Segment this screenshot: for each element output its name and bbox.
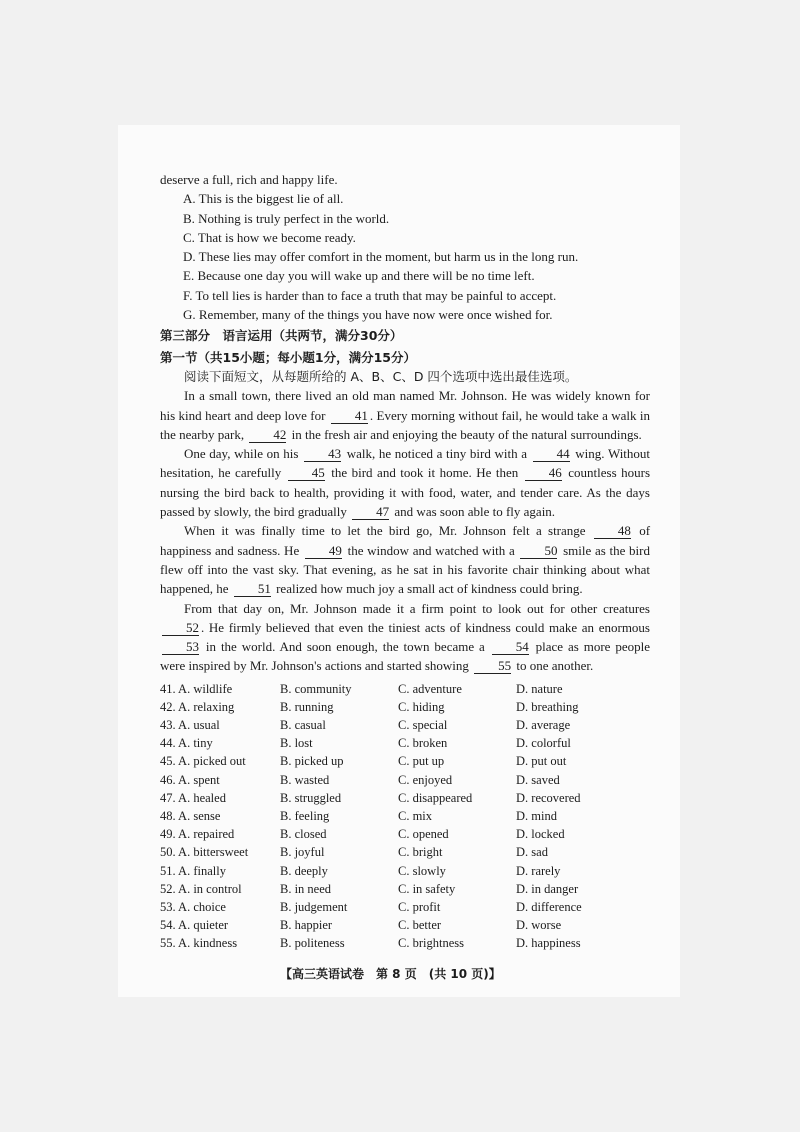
- option-e: E. Because one day you will wake up and there will be no time left.: [183, 268, 535, 284]
- choice-c: C. better: [398, 918, 442, 933]
- blank-51: 51: [234, 582, 271, 597]
- choice-b: B. judgement: [280, 899, 348, 914]
- sentence-options: [160, 189, 650, 324]
- choice-d: D. in danger: [516, 881, 579, 896]
- choice-c: C. put up: [398, 754, 445, 769]
- choice-a: 49. A. repaired: [160, 827, 235, 842]
- blank-44: 44: [533, 447, 570, 462]
- choice-c: C. enjoyed: [398, 772, 453, 787]
- passage-text: the window and watched with a: [347, 542, 515, 558]
- instruction: 阅读下面短文，从每题所给的 A、B、C、D 四个选项中选出最佳选项。: [184, 368, 578, 384]
- choice-d: D. sad: [516, 845, 548, 860]
- choice-d: D. locked: [516, 827, 565, 842]
- passage-text: walk, he noticed a tiny bird with a: [346, 446, 528, 462]
- choice-d: D. mind: [516, 809, 557, 824]
- option-g: G. Remember, many of the things you have now were once wished for.: [183, 307, 553, 323]
- passage-paragraph-1: [160, 386, 650, 444]
- choice-row: [160, 934, 650, 952]
- choice-b: B. politeness: [280, 936, 345, 951]
- blank-54: 54: [492, 640, 529, 655]
- choice-c: C. brightness: [398, 936, 464, 951]
- passage-text: place as more people were inspired by Mr. Johnson's actions and started showing: [160, 639, 651, 674]
- choice-row: [160, 789, 650, 807]
- choice-c: C. mix: [398, 809, 433, 824]
- passage-paragraph-2: [160, 444, 650, 521]
- passage-text: the bird and took it home. He then: [331, 465, 519, 481]
- choice-d: D. worse: [516, 918, 562, 933]
- page-content: [160, 170, 650, 953]
- choice-b: B. casual: [280, 718, 326, 733]
- blank-55: 55: [474, 659, 511, 674]
- choice-a: 51. A. finally: [160, 863, 226, 878]
- choice-row: [160, 843, 650, 861]
- choice-b: B. community: [280, 681, 352, 696]
- choice-d: D. difference: [516, 899, 582, 914]
- choice-a: 43. A. usual: [160, 718, 220, 733]
- passage-text: realized how much joy a small act of kindness could bring.: [276, 581, 583, 597]
- blank-52: 52: [162, 621, 199, 636]
- choice-d: D. colorful: [516, 736, 571, 751]
- choice-b: B. deeply: [280, 863, 328, 878]
- choice-b: B. picked up: [280, 754, 344, 769]
- blank-48: 48: [594, 524, 631, 539]
- passage-text: to one another.: [516, 658, 594, 674]
- choice-b: B. running: [280, 699, 334, 714]
- passage-text: countless hours nursing the bird back to health, providing it with food, water, and tender care. As the days passed by slowly, the bird gradually: [160, 465, 651, 520]
- choice-c: C. hiding: [398, 699, 445, 714]
- choice-d: D. happiness: [516, 936, 581, 951]
- choice-b: B. wasted: [280, 772, 330, 787]
- choice-b: B. joyful: [280, 845, 325, 860]
- choice-c: C. profit: [398, 899, 441, 914]
- choice-d: D. saved: [516, 772, 560, 787]
- choice-a: 44. A. tiny: [160, 736, 213, 751]
- choice-row: [160, 771, 650, 789]
- blank-45: 45: [288, 466, 325, 481]
- blank-53: 53: [162, 640, 199, 655]
- passage-paragraph-4: [160, 599, 650, 676]
- choice-row: [160, 734, 650, 752]
- option-d: D. These lies may offer comfort in the moment, but harm us in the long run.: [183, 249, 579, 265]
- passage-text: When it was finally time to let the bird go, Mr. Johnson felt a strange: [184, 523, 586, 539]
- blank-47: 47: [352, 505, 389, 520]
- choice-a: 42. A. relaxing: [160, 699, 235, 714]
- blank-41: 41: [331, 409, 368, 424]
- choice-c: C. broken: [398, 736, 448, 751]
- choice-a: 47. A. healed: [160, 790, 226, 805]
- choice-row: [160, 825, 650, 843]
- passage-text: smile as the bird flew off into the vast sky. That evening, as he sat in his favorite chair thinking about what happened, he: [160, 542, 650, 597]
- choice-b: B. feeling: [280, 809, 330, 824]
- choice-a: 50. A. bittersweet: [160, 845, 249, 860]
- choice-row: [160, 680, 650, 698]
- passage-text: . He firmly believed that even the tiniest acts of kindness could make an enormous: [201, 619, 650, 635]
- passage-text: wing. Without hesitation, he carefully: [160, 446, 651, 481]
- option-b: B. Nothing is truly perfect in the world.: [183, 210, 390, 226]
- choice-d: D. recovered: [516, 790, 581, 805]
- passage-text: In a small town, there lived an old man named Mr. Johnson. He was widely known for his kind heart and deep love for: [160, 388, 650, 423]
- choice-c: C. opened: [398, 827, 449, 842]
- choice-c: C. adventure: [398, 681, 462, 696]
- choice-d: D. nature: [516, 681, 563, 696]
- passage-text: of happiness and sadness. He: [160, 523, 651, 558]
- choice-a: 53. A. choice: [160, 899, 226, 914]
- choice-row: [160, 916, 650, 934]
- blank-49: 49: [305, 544, 342, 559]
- choice-row: [160, 880, 650, 898]
- choice-d: D. breathing: [516, 699, 579, 714]
- choice-b: B. struggled: [280, 790, 342, 805]
- option-c: C. That is how we become ready.: [183, 229, 356, 245]
- choice-c: C. slowly: [398, 863, 446, 878]
- choice-c: C. disappeared: [398, 790, 473, 805]
- blank-42: 42: [249, 428, 286, 443]
- choice-a: 41. A. wildlife: [160, 681, 233, 696]
- choice-row: [160, 898, 650, 916]
- subsection-title: 第一节（共15小题；每小题1分，满分15分）: [160, 349, 416, 365]
- blank-43: 43: [304, 447, 341, 462]
- page-footer: 【高三英语试卷 第 8 页 (共 10 页)】: [280, 967, 501, 981]
- choice-c: C. special: [398, 718, 448, 733]
- blank-46: 46: [525, 466, 562, 481]
- choice-a: 52. A. in control: [160, 881, 242, 896]
- choice-a: 46. A. spent: [160, 772, 220, 787]
- choice-c: C. bright: [398, 845, 443, 860]
- choice-b: B. closed: [280, 827, 327, 842]
- passage-text: One day, while on his: [184, 446, 299, 462]
- passage-paragraph-3: [160, 521, 650, 598]
- option-a: A. This is the biggest lie of all.: [183, 191, 344, 207]
- choice-a: 54. A. quieter: [160, 918, 229, 933]
- passage-text: From that day on, Mr. Johnson made it a firm point to look out for other creatures: [184, 600, 650, 616]
- blank-50: 50: [520, 544, 557, 559]
- passage-text: in the fresh air and enjoying the beauty of the natural surroundings.: [291, 426, 642, 442]
- choice-row: [160, 807, 650, 825]
- choice-d: D. rarely: [516, 863, 561, 878]
- passage-text: . Every morning without fail, he would take a walk in the nearby park,: [160, 407, 651, 442]
- passage-text: in the world. And soon enough, the town became a: [205, 639, 485, 655]
- choice-a: 48. A. sense: [160, 809, 221, 824]
- choices-table: [160, 680, 650, 953]
- choice-row: [160, 698, 650, 716]
- choice-a: 45. A. picked out: [160, 754, 246, 769]
- choice-c: C. in safety: [398, 881, 456, 896]
- part-title: 第三部分 语言运用（共两节，满分30分）: [160, 328, 403, 344]
- choice-row: [160, 862, 650, 880]
- option-f: F. To tell lies is harder than to face a truth that may be painful to accept.: [183, 287, 557, 303]
- choice-b: B. lost: [280, 736, 313, 751]
- choice-d: D. put out: [516, 754, 567, 769]
- choice-a: 55. A. kindness: [160, 936, 238, 951]
- choice-b: B. happier: [280, 918, 333, 933]
- passage-text: and was soon able to fly again.: [394, 504, 556, 520]
- choice-b: B. in need: [280, 881, 332, 896]
- choice-d: D. average: [516, 718, 571, 733]
- continuation-line: deserve a full, rich and happy life.: [160, 172, 338, 187]
- choice-row: [160, 716, 650, 734]
- choice-row: [160, 752, 650, 770]
